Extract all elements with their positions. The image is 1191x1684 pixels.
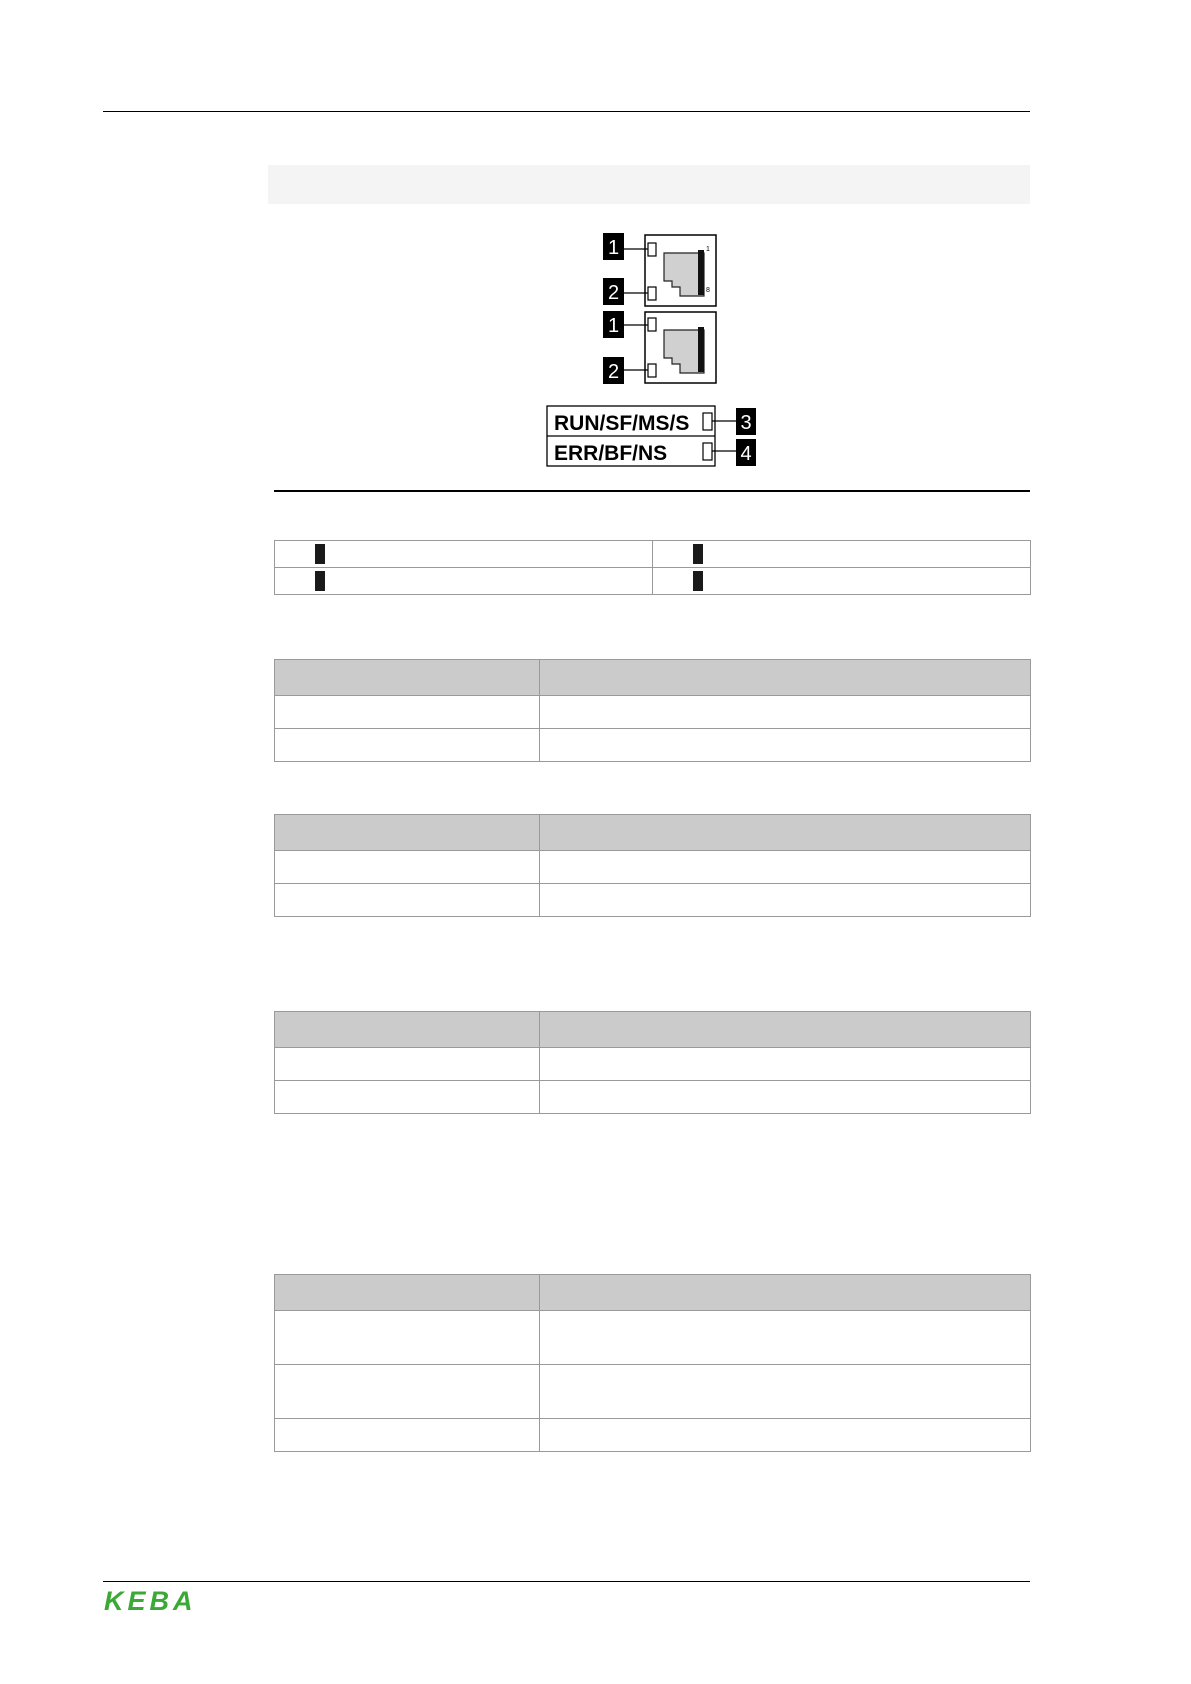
table-header-cell <box>540 1012 1031 1048</box>
table-header-cell <box>540 1275 1031 1311</box>
ethernet-port-bottom <box>624 312 716 383</box>
table-cell <box>275 851 540 884</box>
pin-label: 8 <box>706 287 710 294</box>
table-cell <box>540 884 1031 917</box>
status-led-label: ERR/BF/NS <box>554 442 668 465</box>
port-led-icon <box>648 287 656 300</box>
table-cell <box>540 1081 1031 1114</box>
led-state-table-4 <box>274 1274 1031 1452</box>
table-cell <box>275 1081 540 1114</box>
callout-number: 2 <box>607 361 620 383</box>
legend-marker <box>693 571 703 591</box>
legend-marker <box>315 544 325 564</box>
table-row <box>275 1311 1031 1365</box>
legend-cell <box>275 568 653 595</box>
status-led-label: RUN/SF/MS/S <box>554 412 690 435</box>
table-header-row <box>275 660 1031 696</box>
figure-legend-table <box>274 540 1031 595</box>
table-cell <box>275 1419 540 1452</box>
table-row <box>275 696 1031 729</box>
ethernet-port-top <box>624 235 716 306</box>
footer-rule <box>103 1581 1030 1582</box>
port-led-icon <box>648 318 656 331</box>
callout-number: 1 <box>607 315 620 337</box>
table-cell <box>540 1365 1031 1419</box>
table-cell <box>540 851 1031 884</box>
callout-number: 4 <box>740 443 752 465</box>
port-led-icon <box>648 364 656 377</box>
table-cell <box>275 1311 540 1365</box>
status-led-icon <box>703 443 712 460</box>
table-header-cell <box>540 815 1031 851</box>
table-header-cell <box>275 1275 540 1311</box>
table-header-cell <box>275 1012 540 1048</box>
figure-rule <box>274 490 1030 492</box>
led-state-table-2 <box>274 814 1031 917</box>
table-cell <box>540 729 1031 762</box>
pin-label: 1 <box>706 246 710 253</box>
table-cell <box>540 696 1031 729</box>
table-header-row <box>275 1275 1031 1311</box>
keba-logo <box>102 1586 222 1614</box>
table-row <box>275 568 1031 595</box>
led-state-table-3 <box>274 1011 1031 1114</box>
table-cell <box>540 1311 1031 1365</box>
table-row <box>275 1048 1031 1081</box>
led-diagram <box>0 0 1191 500</box>
port-led-icon <box>648 243 656 256</box>
table-row <box>275 851 1031 884</box>
logo-text: KEBA <box>104 1586 197 1614</box>
callout-number: 1 <box>607 237 620 259</box>
table-cell <box>275 1365 540 1419</box>
table-header-row <box>275 1012 1031 1048</box>
table-row <box>275 884 1031 917</box>
table-header-cell <box>275 815 540 851</box>
table-cell <box>540 1048 1031 1081</box>
table-cell <box>275 1048 540 1081</box>
table-cell <box>275 696 540 729</box>
table-row <box>275 729 1031 762</box>
legend-marker <box>693 544 703 564</box>
legend-cell <box>275 541 653 568</box>
led-state-table-1 <box>274 659 1031 762</box>
table-header-cell <box>540 660 1031 696</box>
table-header-row <box>275 815 1031 851</box>
table-row <box>275 1419 1031 1452</box>
table-row <box>275 1365 1031 1419</box>
table-cell <box>540 1419 1031 1452</box>
table-row <box>275 541 1031 568</box>
table-cell <box>275 884 540 917</box>
legend-marker <box>315 571 325 591</box>
status-led-icon <box>703 413 712 430</box>
callout-number: 2 <box>607 282 620 304</box>
callout-number: 3 <box>740 412 752 434</box>
table-header-cell <box>275 660 540 696</box>
table-cell <box>275 729 540 762</box>
table-row <box>275 1081 1031 1114</box>
legend-cell <box>653 568 1031 595</box>
legend-cell <box>653 541 1031 568</box>
